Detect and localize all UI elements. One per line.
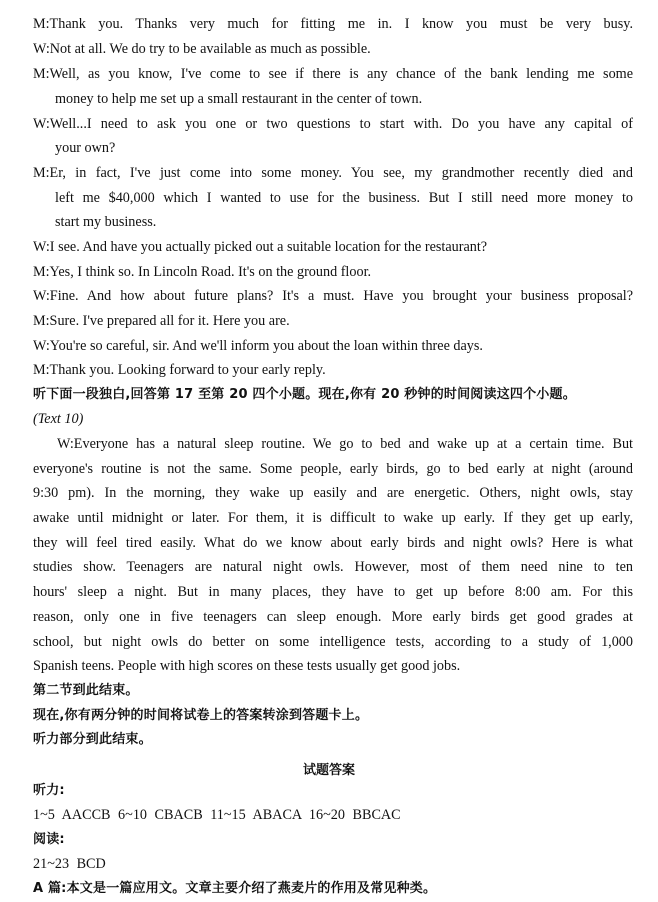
dialogue-line: W:Well...I need to ask you one or two questions to start with. Do you have any capital of <box>33 116 633 132</box>
dialogue-line: W:You're so careful, sir. And we'll inform you about the loan within three days. <box>33 338 483 354</box>
monologue-line: reason, only one in five teenagers can sleep enough. More early birds get good grades at <box>33 609 633 625</box>
monologue-line: Spanish teens. People with high scores on these tests usually get good jobs. <box>33 658 461 674</box>
passage-a-label: A 篇: <box>33 881 67 896</box>
monologue-line: studies show. Teenagers are natural night owls. However, most of them need nine to ten <box>33 559 633 575</box>
closing-line: 现在,你有两分钟的时间将试卷上的答案转涂到答题卡上。 <box>33 708 369 723</box>
dialogue-line: M:Thank you. Thanks very much for fitting me in. I know you must be very busy. <box>33 16 633 32</box>
listening-answers: 1~5 AACCB 6~10 CBACB 11~15 ABACA 16~20 BBCAC <box>33 807 401 823</box>
dialogue-line: M:Sure. I've prepared all for it. Here you are. <box>33 313 290 329</box>
monologue-line: school, but night owls do better on some intelligence tests, according to a study of 1,000 <box>33 634 633 650</box>
reading-answers: 21~23 BCD <box>33 856 106 872</box>
passage-a-text: 本文是一篇应用文。文章主要介绍了燕麦片的作用及常见种类。 <box>66 881 437 896</box>
dialogue-line: W:Not at all. We do try to be available as much as possible. <box>33 41 371 57</box>
dialogue-line: start my business. <box>55 214 157 230</box>
monologue-line: awake until midnight or later. For them, it is difficult to wake up early. If they get up early, <box>33 510 633 526</box>
closing-line: 听力部分到此结束。 <box>33 732 152 747</box>
text10-label: (Text 10) <box>33 411 84 427</box>
dialogue-line: left me $40,000 which I wanted to use for the business. But I still need more money to <box>55 190 633 206</box>
dialogue-line: W:I see. And have you actually picked out a suitable location for the restaurant? <box>33 239 488 255</box>
dialogue-line: M:Er, in fact, I've just come into some money. You see, my grandmother recently died and <box>33 165 633 181</box>
monologue-line: W:Everyone has a natural sleep routine. We go to bed and wake up at a certain time. But <box>57 436 633 452</box>
monologue-line: hours' sleep a night. But in many places, they have to get up before 8:00 am. For this <box>33 584 633 600</box>
reading-label: 阅读: <box>33 832 65 847</box>
monologue-line: they will feel tired easily. What do we know about early birds and night owls? Here is what <box>33 535 633 551</box>
dialogue-line: M:Thank you. Looking forward to your early reply. <box>33 362 326 378</box>
dialogue-line: M:Yes, I think so. In Lincoln Road. It's on the ground floor. <box>33 264 372 280</box>
answers-title: 试题答案 <box>302 763 355 778</box>
passage-a-summary <box>33 880 436 898</box>
dialogue-line: your own? <box>55 140 116 156</box>
instruction-text10: 听下面一段独白,回答第 17 至第 20 四个小题。现在,你有 20 秒钟的时间阅读这四个小题。 <box>33 387 576 402</box>
monologue-line: 9:30 pm). In the morning, they wake up easily and are energetic. Others, night owls, stay <box>33 485 633 501</box>
dialogue-line: M:Well, as you know, I've come to see if there is any chance of the bank lending me some <box>33 66 633 82</box>
listening-label: 听力: <box>33 783 65 798</box>
dialogue-line: money to help me set up a small restaurant in the center of town. <box>55 91 423 107</box>
monologue-line: everyone's routine is not the same. Some people, early birds, go to bed early at night (around <box>33 461 633 477</box>
closing-line: 第二节到此结束。 <box>33 683 139 698</box>
dialogue-line: W:Fine. And how about future plans? It's a must. Have you brought your business proposal? <box>33 288 633 304</box>
